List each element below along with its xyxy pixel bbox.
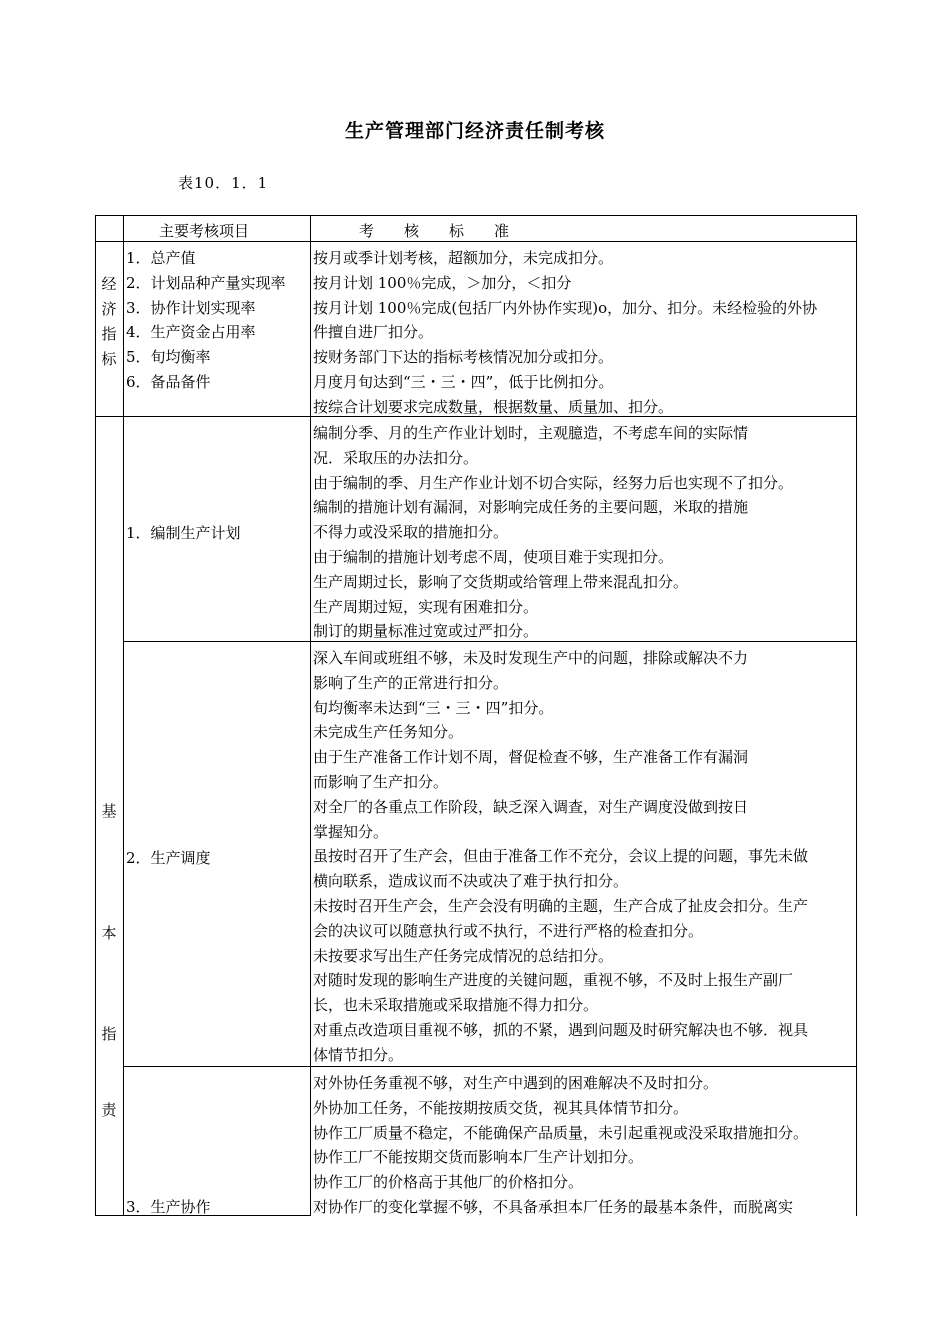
criteria-line: 月度月旬达到“三・三・四”，低于比例扣分。 [313, 372, 614, 391]
item-label-plan: 1．编制生产计划 [126, 524, 241, 542]
economic-items-list [126, 246, 286, 395]
criteria-line: 生产周期过短，实现有困难扣分。 [313, 597, 539, 616]
criteria-line: 横向联系，造成议而不决或决了难于执行扣分。 [313, 872, 629, 891]
criteria-line: 协作工厂不能按期交货而影响本厂生产计划扣分。 [313, 1148, 644, 1167]
criteria-line: 件擅自进厂扣分。 [313, 323, 434, 342]
header-divider [95, 241, 857, 242]
criteria-line: 不得力或没采取的措施扣分。 [313, 523, 509, 542]
assessment-table [95, 215, 857, 1216]
basic-label-char: 基 [101, 802, 117, 820]
economic-item: 2．计划品种产量实现率 [126, 273, 286, 292]
criteria-line: 未按时召开生产会，生产会没有明确的主题，生产合成了扯皮会扣分。生产 [313, 896, 809, 915]
economic-item: 6．备品备件 [126, 372, 211, 391]
criteria-line: 未完成生产任务知分。 [313, 723, 464, 742]
criteria-line: 长，也未采取措施或采取措施不得力扣分。 [313, 996, 599, 1015]
dispatch-criteria [313, 646, 808, 1068]
criteria-line: 对全厂的各重点工作阶段，缺乏深入调查，对生产调度没做到按日 [313, 797, 749, 816]
criteria-line: 体情节扣分。 [313, 1045, 404, 1064]
criteria-line: 编制分季、月的生产作业计划时，主观臆造，不考虑车间的实际情 [313, 424, 749, 442]
economic-label-char: 济 [101, 300, 117, 318]
economic-item: 1．总产值 [126, 249, 196, 267]
item-column-divider [310, 215, 311, 1216]
criteria-line: 对外协任务重视不够，对生产中遇到的困难解决不及时扣分。 [313, 1074, 719, 1092]
header-items: 主要考核项目 [159, 222, 250, 240]
table-number: 表10．1．1 [178, 174, 269, 192]
criteria-line: 按财务部门下达的指标考核情况加分或扣分。 [313, 348, 614, 367]
economic-label-char: 经 [101, 275, 117, 293]
basic-label-char: 指 [101, 1025, 117, 1043]
criteria-line: 未按要求写出生产任务完成情况的总结扣分。 [313, 946, 614, 965]
criteria-line: 掌握知分。 [313, 822, 389, 841]
basic-label-char: 本 [101, 924, 117, 942]
criteria-line: 由于生产准备工作计划不周，督促检查不够，生产准备工作有漏洞 [313, 748, 749, 767]
economic-label-char: 指 [101, 325, 117, 343]
criteria-line: 况．采取压的办法扣分。 [313, 448, 479, 467]
criteria-line: 按综合计划要求完成数量，根据数量、质量加、扣分。 [313, 397, 674, 416]
coordination-criteria [313, 1071, 808, 1220]
criteria-line: 按月计划 100％完成(包括厂内外协作实现)o，加分、扣分。未经检验的外协 [313, 298, 818, 317]
criteria-line: 编制的措施计划有漏洞，对影响完成任务的主要问题，米取的措施 [313, 498, 749, 517]
table-border-top [95, 215, 857, 216]
criteria-line: 制订的期量标准过宽或过严扣分。 [313, 622, 539, 641]
item-label-dispatch: 2．生产调度 [126, 849, 211, 867]
economic-item: 5．旬均衡率 [126, 348, 211, 367]
criteria-line: 按月或季计划考核，超额加分，未完成扣分。 [313, 249, 614, 267]
label-column-divider [123, 215, 124, 1216]
criteria-line: 影响了生产的正常进行扣分。 [313, 673, 509, 692]
header-criteria: 考 核 标 准 [359, 222, 510, 240]
table-border-left [95, 215, 96, 1216]
economic-item: 4．生产资金占用率 [126, 323, 256, 342]
economic-criteria [313, 246, 817, 420]
table-border-right [856, 215, 857, 1216]
criteria-line: 由于编制的季、月生产作业计划不切合实际，经努力后也实现不了扣分。 [313, 473, 794, 492]
criteria-line: 深入车间或班组不够，未及时发现生产中的问题，排除或解决不力 [313, 649, 749, 667]
criteria-line: 会的决议可以随意执行或不执行，不进行严格的检查扣分。 [313, 921, 704, 940]
page-title: 生产管理部门经济责任制考核 [344, 120, 605, 142]
criteria-line: 而影响了生产扣分。 [313, 772, 449, 791]
economic-item: 3．协作计划实现率 [126, 298, 256, 317]
criteria-line: 协作工厂的价格高于其他厂的价格扣分。 [313, 1173, 584, 1192]
criteria-line: 虽按时召开了生产会，但由于准备工作不充分，会议上提的问题，事先未做 [313, 847, 809, 866]
criteria-line: 生产周期过长，影响了交货期或给管理上带来混乱扣分。 [313, 572, 689, 591]
criteria-line: 外协加工任务，不能按期按质交货，视其具体情节扣分。 [313, 1098, 689, 1117]
criteria-line: 旬均衡率未达到“三・三・四”扣分。 [313, 698, 554, 717]
criteria-line: 对随时发现的影响生产进度的关键问题，重视不够，不及时上报生产副厂 [313, 971, 794, 990]
criteria-line: 协作工厂质量不稳定，不能确保产品质量，未引起重视或没采取措施扣分。 [313, 1123, 809, 1142]
criteria-line: 由于编制的措施计划考虑不周，使项目难于实现扣分。 [313, 547, 674, 566]
basic-label-char: 责 [101, 1101, 117, 1119]
criteria-line: 对协作厂的变化掌握不够，不具备承担本厂任务的最基本条件，而脱离实 [313, 1197, 794, 1216]
item-label-coordination: 3．生产协作 [126, 1198, 211, 1216]
criteria-line: 按月计划 100％完成，＞加分，＜扣分 [313, 273, 572, 292]
plan-criteria [313, 421, 793, 644]
criteria-line: 对重点改造项目重视不够，抓的不紧，遇到问题及时研究解决也不够．视具 [313, 1020, 809, 1039]
economic-label-char: 标 [101, 350, 117, 368]
